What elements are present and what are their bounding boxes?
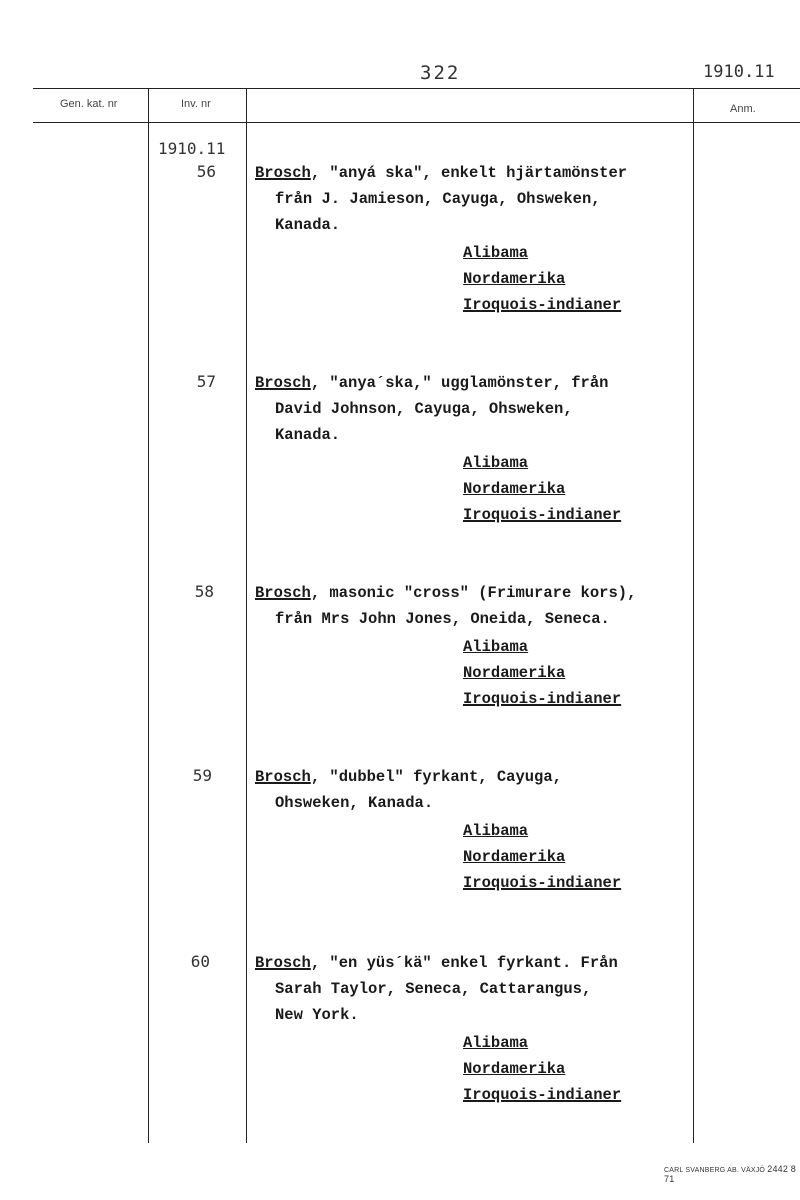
classification-item: Nordamerika — [463, 664, 566, 682]
entry-line: från J. Jamieson, Cayuga, Ohsweken, — [275, 190, 601, 208]
classification-item: Iroquois-indianer — [463, 1086, 622, 1104]
form-code: 2442 8 71 — [664, 1164, 796, 1184]
entry-line: David Johnson, Cayuga, Ohsweken, — [275, 400, 573, 418]
column-header-inv-nr: Inv. nr — [181, 98, 211, 110]
classification-item: Nordamerika — [463, 270, 566, 288]
inventory-block-date: 1910.11 — [158, 139, 226, 158]
inventory-number: 58 — [194, 582, 214, 601]
classification-list — [255, 634, 695, 712]
inventory-number: 57 — [196, 372, 216, 391]
classification-item: Alibama — [463, 1034, 529, 1052]
object-type: Brosch — [255, 584, 311, 602]
classification-list — [255, 450, 695, 528]
classification-item: Nordamerika — [463, 480, 566, 498]
catalog-entry — [255, 950, 695, 1108]
inventory-number: 59 — [192, 766, 212, 785]
catalog-entry — [255, 160, 695, 318]
classification-item: Iroquois-indianer — [463, 296, 622, 314]
entry-line: Sarah Taylor, Seneca, Cattarangus, — [275, 980, 592, 998]
entry-line: Kanada. — [275, 216, 341, 234]
classification-item: Nordamerika — [463, 848, 566, 866]
classification-item: Iroquois-indianer — [463, 874, 622, 892]
column-header-gen-kat-nr: Gen. kat. nr — [60, 98, 118, 110]
page-number: 322 — [420, 62, 461, 84]
entry-line: Kanada. — [275, 426, 341, 444]
catalog-entry — [255, 764, 695, 896]
printer-imprint: CARL SVANBERG AB. VÄXJÖ 2442 8 71 — [664, 1164, 796, 1184]
object-type: Brosch — [255, 768, 311, 786]
entry-line: Brosch, "anya´ska," ugglamönster, från — [255, 374, 609, 392]
object-type: Brosch — [255, 374, 311, 392]
classification-item: Nordamerika — [463, 1060, 566, 1078]
classification-item: Alibama — [463, 638, 529, 656]
classification-item: Alibama — [463, 454, 529, 472]
catalog-entry — [255, 580, 695, 712]
classification-item: Iroquois-indianer — [463, 506, 622, 524]
object-type: Brosch — [255, 164, 311, 182]
inventory-number: 60 — [190, 952, 210, 971]
column-rule-2 — [246, 88, 247, 1143]
column-rule-1 — [148, 88, 149, 1143]
classification-list — [255, 240, 695, 318]
entry-line: Brosch, "anyá ska", enkelt hjärtamönster — [255, 164, 628, 182]
entry-line: Brosch, "dubbel" fyrkant, Cayuga, — [255, 768, 562, 786]
classification-item: Alibama — [463, 822, 529, 840]
classification-item: Alibama — [463, 244, 529, 262]
entry-line: New York. — [275, 1006, 359, 1024]
catalog-entry — [255, 370, 695, 528]
entry-line: Brosch, "en yüs´kä" enkel fyrkant. Från — [255, 954, 618, 972]
entry-line: Ohsweken, Kanada. — [275, 794, 434, 812]
object-type: Brosch — [255, 954, 311, 972]
classification-list — [255, 818, 695, 896]
entry-line: från Mrs John Jones, Oneida, Seneca. — [275, 610, 610, 628]
classification-list — [255, 1030, 695, 1108]
inventory-number: 56 — [196, 162, 216, 181]
page-date: 1910.11 — [703, 62, 775, 82]
classification-item: Iroquois-indianer — [463, 690, 622, 708]
column-header-anm: Anm. — [730, 103, 756, 115]
entry-line: Brosch, masonic "cross" (Frimurare kors), — [255, 584, 637, 602]
